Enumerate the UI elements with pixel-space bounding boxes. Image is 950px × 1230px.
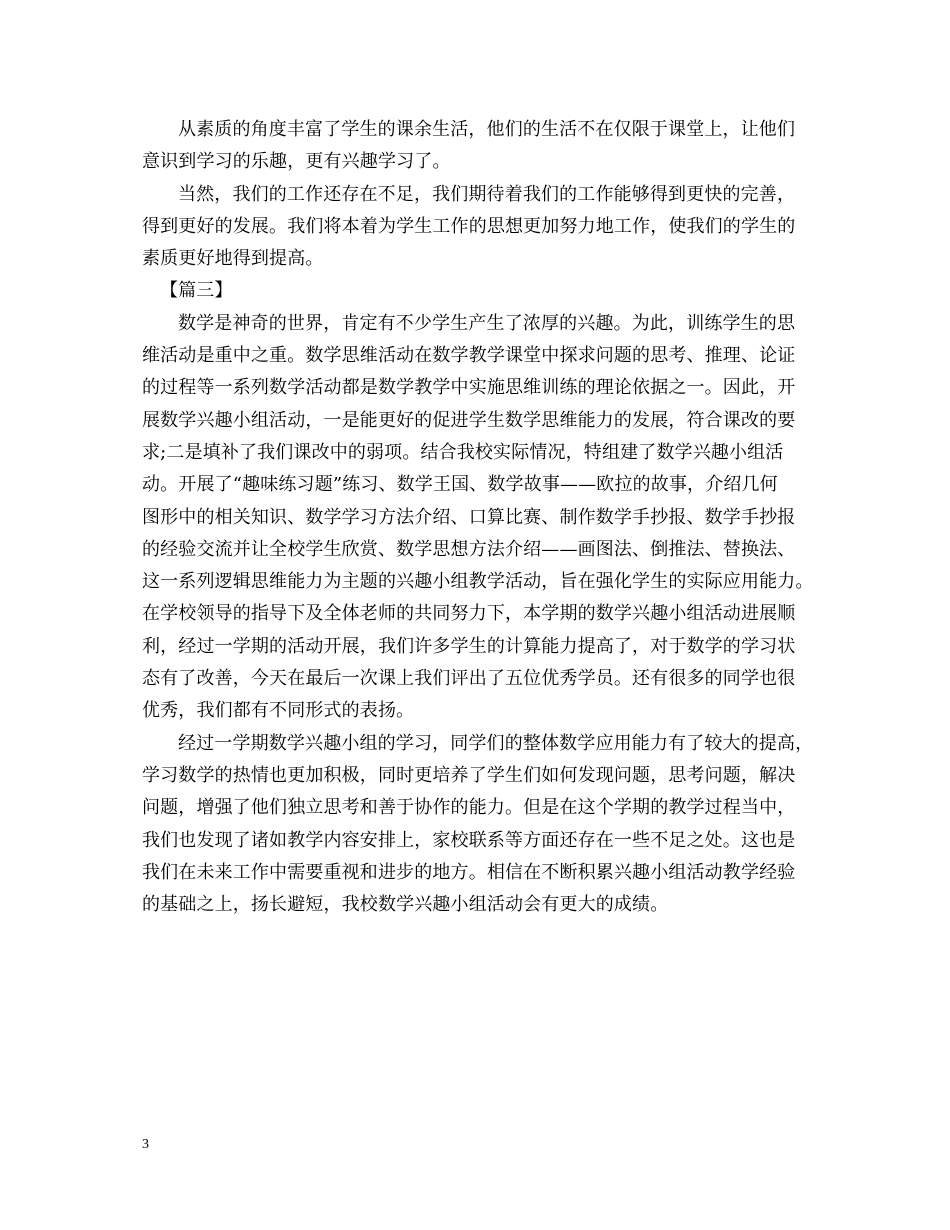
paragraph-line: 展数学兴趣小组活动，一是能更好的促进学生数学思维能力的发展，符合课改的要 [142,409,796,431]
paragraph-line: 当然，我们的工作还存在不足，我们期待着我们的工作能够得到更快的完善， [178,183,796,205]
paragraph-line: 数学是神奇的世界，肯定有不少学生产生了浓厚的兴趣。为此，训练学生的思 [178,312,796,334]
paragraph-line: 的基础之上，扬长避短，我校数学兴趣小组活动会有更大的成绩。 [142,894,669,916]
paragraph-line: 求;二是填补了我们课改中的弱项。结合我校实际情况，特组建了数学兴趣小组活 [142,441,784,463]
paragraph-line: 维活动是重中之重。数学思维活动在数学教学课堂中探求问题的思考、推理、论证 [142,345,796,367]
page-number: 3 [142,1137,149,1152]
paragraph-line: 从素质的角度丰富了学生的课余生活，他们的生活不在仅限于课堂上，让他们 [178,119,796,140]
body-text [142,114,822,921]
paragraph-line: 这一系列逻辑思维能力为主题的兴趣小组教学活动，旨在强化学生的实际应用能力。 [142,571,814,593]
paragraph-line: 得到更好的发展。我们将本着为学生工作的思想更加努力地工作，使我们的学生的 [142,215,796,237]
paragraph-line: 利，经过一学期的活动开展，我们许多学生的计算能力提高了，对于数学的学习状 [142,635,796,657]
section-heading: 【篇三】 [160,280,233,302]
paragraph-line: 动。开展了“趣味练习题”练习、数学王国、数学故事——欧拉的故事，介绍几何 [142,474,778,496]
paragraph-line: 的经验交流并让全校学生欣赏、数学思想方法介绍——画图法、倒推法、替换法、 [142,538,796,560]
paragraph-line: 图形中的相关知识、数学学习方法介绍、口算比赛、制作数学手抄报、数学手抄报 [142,506,796,528]
paragraph-line: 学习数学的热情也更加积极，同时更培养了学生们如何发现问题，思考问题，解决 [142,764,796,786]
paragraph-line: 我们在未来工作中需要重视和进步的地方。相信在不断积累兴趣小组活动教学经验 [142,861,796,883]
paragraph-line: 问题，增强了他们独立思考和善于协作的能力。但是在这个学期的教学过程当中， [142,797,796,819]
paragraph-line: 我们也发现了诸如教学内容安排上，家校联系等方面还存在一些不足之处。这也是 [142,829,796,851]
paragraph-line: 素质更好地得到提高。 [142,248,324,270]
paragraph-line: 的过程等一系列数学活动都是数学教学中实施思维训练的理论依据之一。因此，开 [142,377,796,399]
paragraph-line: 经过一学期数学兴趣小组的学习，同学们的整体数学应用能力有了较大的提高， [178,732,814,754]
paragraph-line: 意识到学习的乐趣，更有兴趣学习了。 [142,151,451,173]
paragraph-line: 优秀，我们都有不同形式的表扬。 [142,700,415,722]
paragraph-line: 态有了改善，今天在最后一次课上我们评出了五位优秀学员。还有很多的同学也很 [142,668,796,690]
paragraph-line: 在学校领导的指导下及全体老师的共同努力下，本学期的数学兴趣小组活动进展顺 [142,603,796,625]
